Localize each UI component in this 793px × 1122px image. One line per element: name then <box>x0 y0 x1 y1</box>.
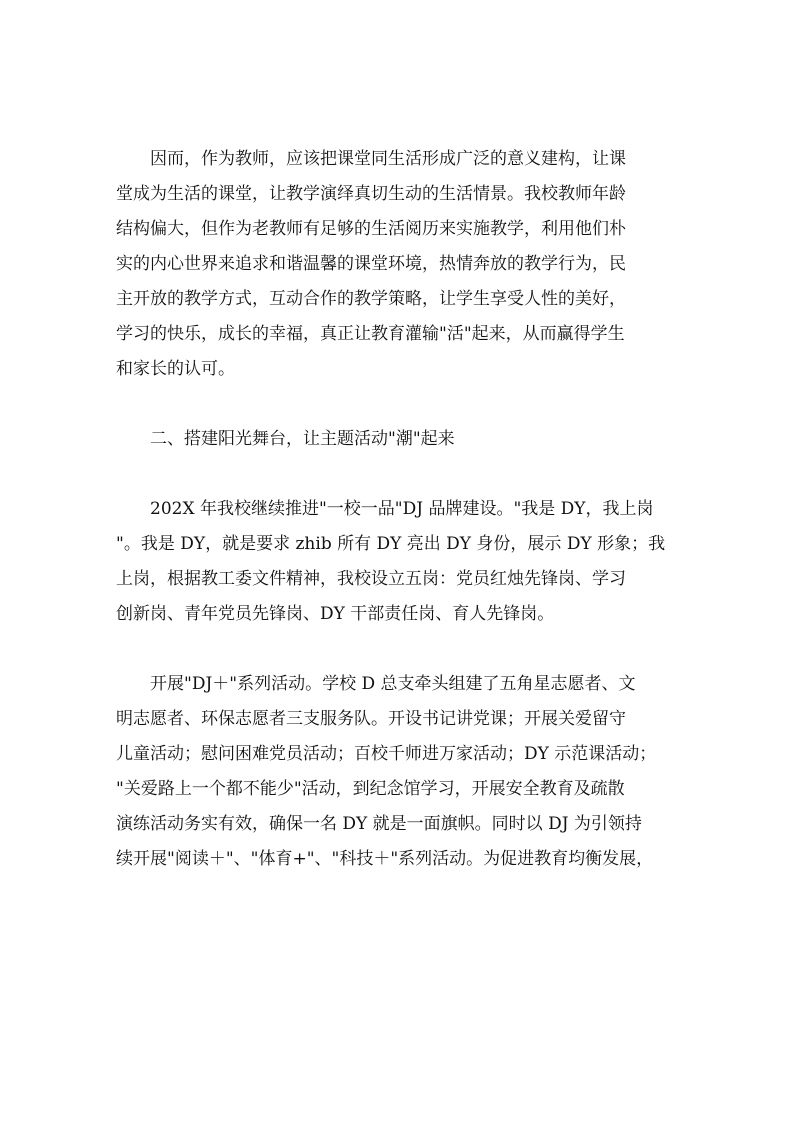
text-line: 和家长的认可。 <box>116 359 235 379</box>
text-line: 实的内心世界来追求和谐温馨的课堂环境，热情奔放的教学行为，民 <box>116 254 626 274</box>
text-line: "关爱路上一个都不能少"活动，到纪念馆学习，开展安全教育及疏散 <box>116 779 625 799</box>
text-line: "。我是 DY，就是要求 zhib 所有 DY 亮出 DY 身份，展示 DY 形象；我 <box>116 534 666 554</box>
document-body <box>116 142 680 877</box>
text-line: 演练活动务实有效，确保一名 DY 就是一面旗帜。同时以 DJ 为引领持 <box>116 814 642 834</box>
text-line: 学习的快乐，成长的幸福，真正让教育灌输"活"起来，从而赢得学生 <box>116 324 625 344</box>
text-line: 创新岗、青年党员先锋岗、DY 干部责任岗、育人先锋岗。 <box>116 604 555 624</box>
text-line: 开展"DJ＋"系列活动。学校 D 总支牵头组建了五角星志愿者、文 <box>116 674 636 694</box>
paragraph-brand-building <box>116 492 680 632</box>
text-line: 因而，作为教师，应该把课堂同生活形成广泛的意义建构，让课 <box>116 149 626 169</box>
text-line: 明志愿者、环保志愿者三支服务队。开设书记讲党课；开展关爱留守 <box>116 709 626 729</box>
text-line: 主开放的教学方式，互动合作的教学策略，让学生享受人性的美好， <box>116 289 626 309</box>
text-line: 续开展"阅读＋"、"体育+"、"科技＋"系列活动。为促进教育均衡发展， <box>116 849 654 869</box>
heading-line: 二、搭建阳光舞台，让主题活动"潮"起来 <box>116 429 455 449</box>
paragraph-activities <box>116 667 680 877</box>
paragraph-teaching-life <box>116 142 680 387</box>
text-line: 上岗，根据教工委文件精神，我校设立五岗：党员红烛先锋岗、学习 <box>116 569 626 589</box>
section-heading <box>116 422 680 457</box>
text-line: 儿童活动；慰问困难党员活动；百校千师进万家活动；DY 示范课活动； <box>116 744 657 764</box>
text-line: 堂成为生活的课堂，让教学演绎真切生动的生活情景。我校教师年龄 <box>116 184 626 204</box>
text-line: 202X 年我校继续推进"一校一品"DJ 品牌建设。"我是 DY，我上岗 <box>116 499 654 519</box>
text-line: 结构偏大，但作为老教师有足够的生活阅历来实施教学，利用他们朴 <box>116 219 626 239</box>
